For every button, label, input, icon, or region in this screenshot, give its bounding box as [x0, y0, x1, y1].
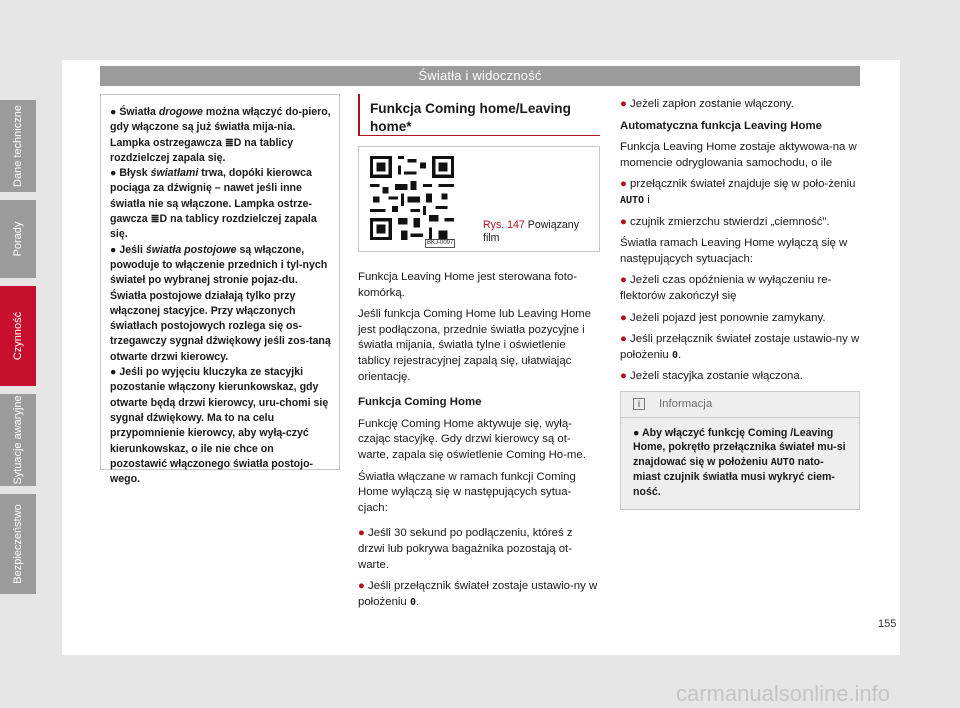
list-item	[620, 177, 860, 208]
list-item	[110, 105, 331, 166]
list-item	[620, 215, 860, 231]
info-title: Informacja	[659, 397, 713, 410]
high-beam-icon: ≣D	[150, 213, 168, 226]
bullet: ●	[620, 370, 631, 383]
tab-czynnosc[interactable]	[0, 286, 36, 386]
bullet: ●	[620, 333, 631, 346]
text: .	[677, 348, 682, 361]
text: Jeżeli czas opóźnienia w wyłączeniu re-flektorów zakończył się	[620, 274, 832, 302]
tab-bezpieczenstwo[interactable]	[0, 494, 36, 594]
text: Jeśli 30 sekund po podłączeniu, któreś z drzwi lub pokrywa bagażnika pozostają ot-warte.	[358, 527, 573, 571]
bullet: ●	[110, 167, 117, 180]
text: Jeżeli stacyjka zostanie włączona.	[630, 370, 803, 383]
switch-position-0-icon: 0	[409, 596, 416, 608]
list-item	[358, 526, 600, 573]
text: .	[415, 595, 420, 608]
bullet: ●	[620, 274, 631, 287]
figure-box	[358, 146, 600, 252]
middle-column	[358, 94, 600, 610]
info-icon: i	[633, 398, 645, 410]
bullet: ●	[620, 311, 631, 324]
watermark: carmanualsonline.info	[676, 681, 891, 706]
tab-label: Czynność	[12, 311, 24, 361]
info-box	[620, 391, 860, 510]
bullet: ●	[620, 215, 631, 228]
text: są włączone, powoduje to włączenie przednich i tyl-nych świateł po wybranej stronie pojaz-du. Światła postojowe działają tylko przy włączonej stacyjce. Przy włączonych światłach postojowych rozlega się os-trzegawczy sygnał dźwiękowy jeśli zos-taną otwarte drzwi kierowcy.	[110, 243, 331, 363]
list-item	[110, 166, 331, 242]
left-info-box	[100, 94, 340, 486]
text: Światła	[119, 106, 159, 118]
paragraph: Funkcję Coming Home aktywuje się, wyłą-czając stacyjkę. Gdy drzwi kierowcy są ot-warte, zapala się oświetlenie Coming Ho-me.	[358, 417, 586, 461]
text: Jeśli	[119, 243, 146, 256]
paragraph: Światła ramach Leaving Home wyłączą się w następujących sytuacjach:	[620, 237, 848, 265]
list-item	[110, 365, 331, 487]
info-body	[621, 418, 859, 509]
page-number: 155	[878, 618, 897, 630]
list-item	[620, 311, 860, 327]
list-item	[620, 369, 860, 385]
text: czujnik zmierzchu stwierdzi „ciemność".	[630, 215, 830, 228]
bullet: ●	[620, 178, 631, 191]
subheading: Funkcja Coming Home	[358, 396, 482, 409]
paragraph: Jeśli funkcja Coming Home lub Leaving Home jest podłączona, przednie światła pozycyjne i światła mijania, światła tylne i oświetlenie tablicy rejestracyjnej zapalą się, ułatwiając orientację.	[358, 308, 591, 383]
bullet: ●	[358, 580, 369, 593]
page-header: Światła i widoczność	[100, 66, 860, 86]
text: na tablicy rozdzielczej zapala się.	[110, 136, 294, 164]
caption-text: Powiązany film	[483, 219, 579, 244]
figure-caption	[483, 219, 593, 245]
switch-position-auto-icon: AUTO	[770, 456, 795, 468]
right-column	[620, 97, 860, 510]
text: Jeżeli pojazd jest ponownie zamykany.	[630, 311, 826, 324]
figure-code: BKJ-0097	[427, 240, 454, 246]
list-item	[620, 332, 860, 363]
tab-label: Porady	[12, 221, 24, 257]
paragraph: Funkcja Leaving Home jest sterowana foto-komórką.	[358, 271, 578, 299]
list-item	[620, 97, 860, 113]
text: Błysk	[119, 167, 151, 180]
figure-ref[interactable]: Rys. 147	[483, 219, 525, 231]
text: nato-miast czujnik światła musi wykryć ciem-ność.	[633, 455, 835, 498]
text-italic: światła postojowe	[145, 243, 237, 256]
switch-position-0-icon: 0	[671, 349, 678, 361]
paragraph: Funkcja Leaving Home zostaje aktywowa-na w momencie odryglowania samochodu, o ile	[620, 141, 857, 169]
tab-porady[interactable]	[0, 200, 36, 278]
tab-label: Sytuacje awaryjne	[12, 395, 24, 485]
tab-dane-techniczne[interactable]	[0, 100, 36, 192]
text: Jeżeli zapłon zostanie włączony.	[630, 98, 794, 110]
bullet: ●	[620, 98, 631, 110]
list-item	[358, 579, 600, 610]
bullet: ●	[110, 106, 117, 118]
info-header	[621, 392, 859, 418]
high-beam-icon: ≣D	[224, 136, 242, 149]
text: na tablicy rozdzielczej zapala się.	[110, 213, 317, 241]
bullet: ●	[358, 527, 369, 540]
text-italic: światłami	[150, 167, 199, 180]
text: przełącznik świateł znajduje się w poło-żeniu	[630, 178, 856, 191]
text: i	[644, 193, 650, 206]
switch-position-auto-icon: AUTO	[620, 194, 645, 206]
body-text	[358, 270, 600, 610]
text: można włączyć do-piero, gdy włączone są już światła mija-nia. Lampka ostrzegawcza	[110, 106, 331, 149]
text: Jeśli przełącznik świateł zostaje ustawio-ny w położeniu	[358, 580, 598, 608]
text: Jeśli po wyjęciu kluczyka ze stacyjki pozostanie włączony kierunkowskaz, gdy otwarte będą drzwi kierowcy, uru-chomi się sygnał dźwiękowy. Ma to na celu przypomnienie kierowcy, aby wyłą-czyć kierunkowskaz, o ile nie chce on pozostawić włączonego światła postojo-wego.	[110, 366, 329, 486]
list-item	[620, 273, 860, 304]
paragraph: Światła włączane w ramach funkcji Coming Home wyłączą się w następujących sytua-cjach:	[358, 470, 576, 514]
text: ● Aby włączyć funkcję Coming /Leaving Home, pokrętło przełącznika świateł mu-si znajdować się w położeniu	[633, 426, 846, 468]
list-item	[110, 243, 331, 365]
tab-label: Dane techniczne	[12, 105, 24, 187]
text: Jeśli przełącznik świateł zostaje ustawio-ny w położeniu	[620, 333, 860, 361]
text: trwa, dopóki kierowca pociąga za dźwignię – nawet jeśli inne światła nie są włączone. Lampka ostrze-gawcza	[110, 167, 312, 226]
qr-code-icon	[367, 153, 457, 243]
tab-label: Bezpieczeństwo	[12, 504, 24, 584]
bullet: ●	[110, 366, 117, 379]
subheading: Automatyczna funkcja Leaving Home	[620, 119, 822, 132]
section-heading: Funkcja Coming home/Leaving home*	[358, 94, 600, 136]
bullet: ●	[110, 243, 117, 256]
tab-sytuacje-awaryjne[interactable]	[0, 394, 36, 486]
text-italic: drogowe	[158, 106, 203, 118]
